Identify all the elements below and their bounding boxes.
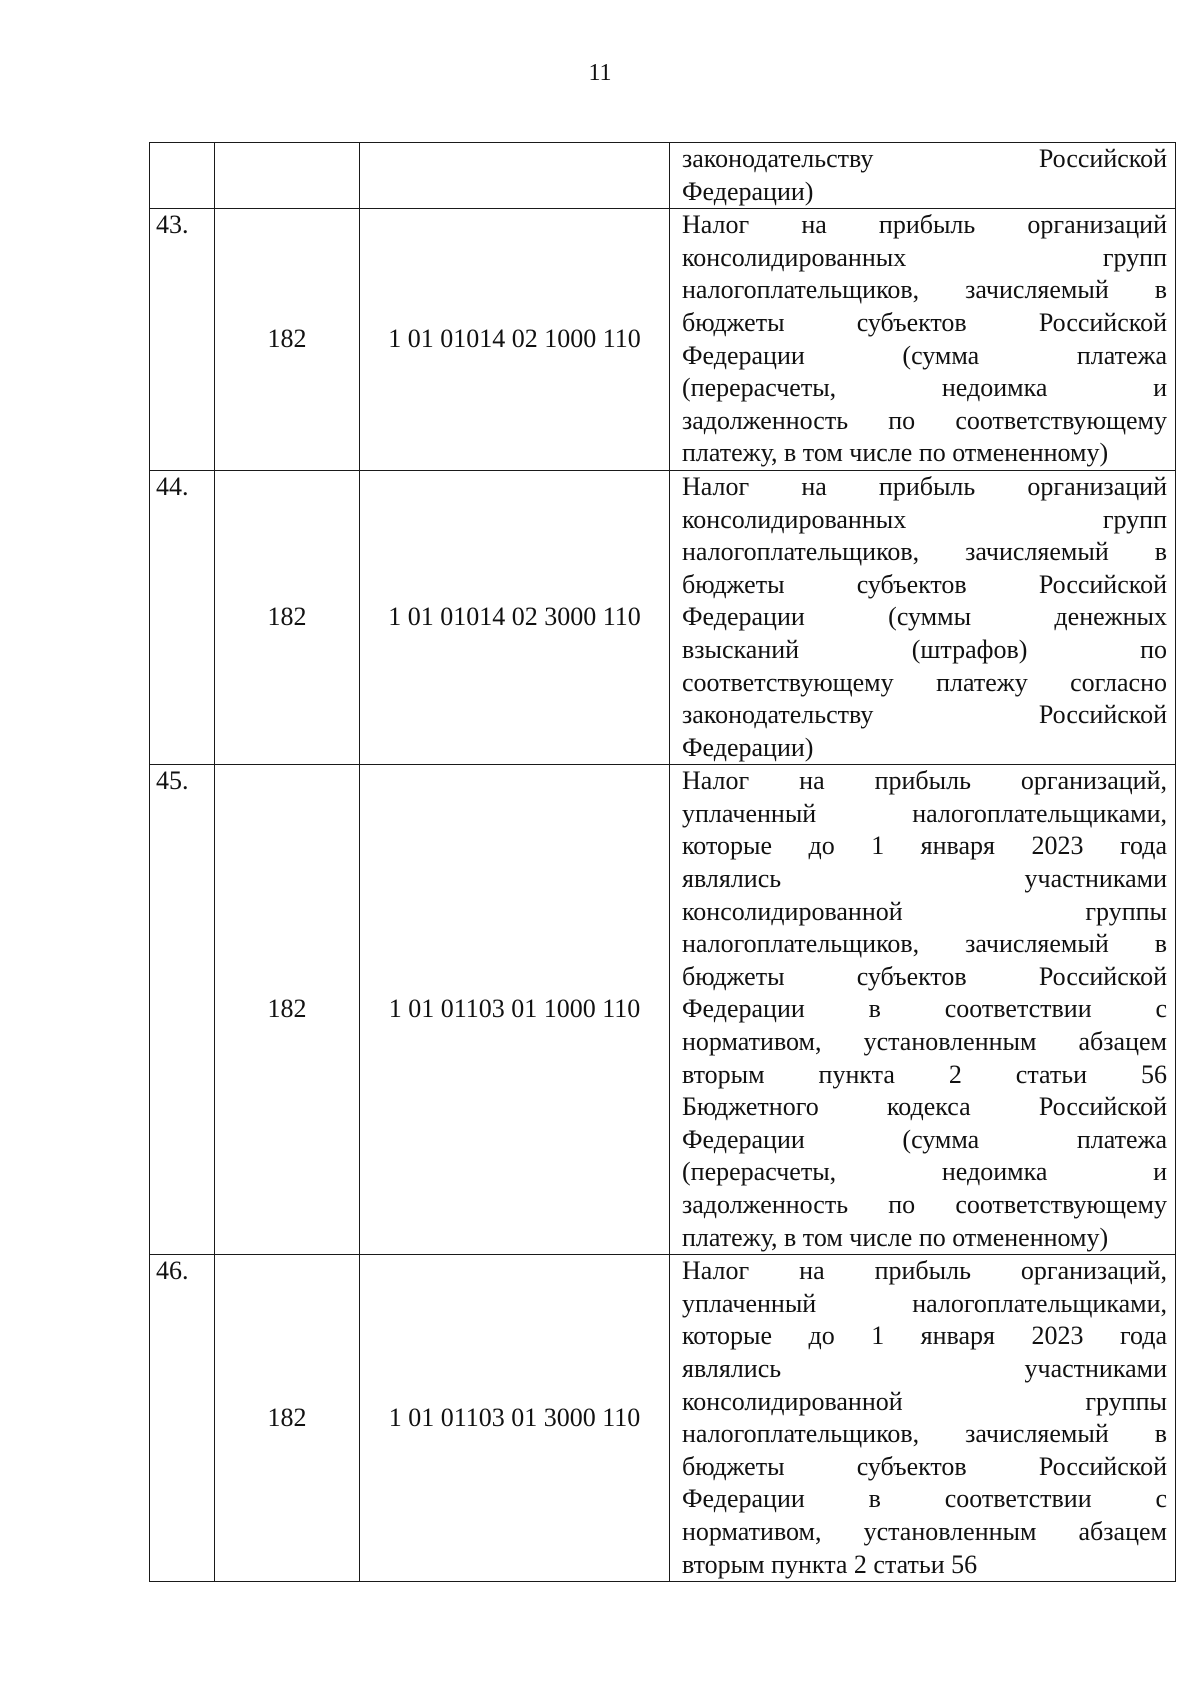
description-line: Налог на прибыль организаций bbox=[682, 210, 1167, 240]
description-line: Федерации в соответствии с bbox=[682, 994, 1167, 1024]
description-line: задолженность по соответствующему bbox=[682, 1190, 1167, 1219]
description-line: Бюджетного кодекса Российской bbox=[682, 1092, 1167, 1122]
description-line: налогоплательщиков, зачисляемый в bbox=[682, 1419, 1167, 1449]
description-line: задолженность по соответствующему bbox=[682, 405, 1167, 435]
description-line: бюджеты субъектов Российской bbox=[682, 307, 1167, 337]
administrator-code-cell bbox=[215, 143, 360, 209]
revenue-description-cell bbox=[670, 1255, 1176, 1582]
row-number-cell: 46. bbox=[150, 1255, 215, 1582]
description-line: Налог на прибыль организаций, bbox=[682, 766, 1167, 796]
description-line: консолидированной группы bbox=[682, 1386, 1167, 1416]
revenue-description-cell bbox=[670, 470, 1176, 764]
table-row bbox=[150, 470, 1176, 764]
page-number: 11 bbox=[588, 60, 612, 86]
description-line: уплаченный налогоплательщиками, bbox=[682, 1288, 1167, 1318]
description-line: соответствующему платежу согласно bbox=[682, 667, 1167, 697]
row-number-cell: 44. bbox=[150, 470, 215, 764]
description-line: являлись участниками bbox=[682, 864, 1167, 894]
description-line: (перерасчеты, недоимка и bbox=[682, 373, 1167, 403]
description-line: бюджеты субъектов Российской bbox=[682, 1451, 1167, 1481]
description-line: Федерации) bbox=[682, 732, 814, 762]
description-line: взысканий (штрафов) по bbox=[682, 634, 1167, 664]
description-line: Федерации в соответствии с bbox=[682, 1484, 1167, 1514]
description-line: бюджеты субъектов Российской bbox=[682, 569, 1167, 599]
administrator-code-cell: 182 bbox=[215, 209, 360, 471]
administrator-code-cell: 182 bbox=[215, 1255, 360, 1582]
description-line: нормативом, установленным абзацем bbox=[682, 1027, 1167, 1057]
administrator-code-cell: 182 bbox=[215, 765, 360, 1255]
table-row bbox=[150, 1255, 1176, 1582]
description-line: налогоплательщиков, зачисляемый в bbox=[682, 275, 1167, 305]
row-number-cell: 45. bbox=[150, 765, 215, 1255]
description-line: налогоплательщиков, зачисляемый в bbox=[682, 537, 1167, 567]
description-line: вторым пункта 2 статьи 56 bbox=[682, 1549, 978, 1579]
description-line: бюджеты субъектов Российской bbox=[682, 961, 1167, 991]
table-body bbox=[150, 143, 1176, 1582]
description-line: уплаченный налогоплательщиками, bbox=[682, 798, 1167, 828]
kbk-code-cell: 1 01 01014 02 1000 110 bbox=[360, 209, 670, 471]
description-line: которые до 1 января 2023 года bbox=[682, 1321, 1167, 1351]
description-line: Федерации (сумма платежа bbox=[682, 1124, 1167, 1154]
description-line: Налог на прибыль организаций, bbox=[682, 1256, 1167, 1286]
description-line: Федерации) bbox=[682, 176, 814, 206]
description-line: налогоплательщиков, зачисляемый в bbox=[682, 929, 1167, 959]
description-line: (перерасчеты, недоимка и bbox=[682, 1157, 1167, 1187]
description-line: вторым пункта 2 статьи 56 bbox=[682, 1059, 1167, 1089]
kbk-code-cell: 1 01 01014 02 3000 110 bbox=[360, 470, 670, 764]
description-line: платежу, в том числе по отмененному) bbox=[682, 438, 1109, 468]
description-line: законодательству Российской bbox=[682, 700, 1167, 730]
description-line: Федерации (сумма платежа bbox=[682, 340, 1167, 370]
description-line: Налог на прибыль организаций bbox=[682, 471, 1167, 501]
description-line: консолидированных групп bbox=[682, 504, 1167, 534]
description-line: являлись участниками bbox=[682, 1353, 1167, 1383]
table-row bbox=[150, 209, 1176, 471]
table-row bbox=[150, 765, 1176, 1255]
description-line: нормативом, установленным абзацем bbox=[682, 1516, 1167, 1546]
description-line: консолидированной группы bbox=[682, 896, 1167, 926]
description-line: платежу, в том числе по отмененному) bbox=[682, 1222, 1109, 1252]
description-line: законодательству Российской bbox=[682, 144, 1167, 173]
kbk-code-cell: 1 01 01103 01 3000 110 bbox=[360, 1255, 670, 1582]
description-line: консолидированных групп bbox=[682, 242, 1167, 272]
revenue-description-cell bbox=[670, 209, 1176, 471]
description-line: Федерации (суммы денежных bbox=[682, 602, 1167, 632]
revenue-description-cell bbox=[670, 765, 1176, 1255]
description-line: которые до 1 января 2023 года bbox=[682, 831, 1167, 861]
administrator-code-cell: 182 bbox=[215, 470, 360, 764]
kbk-code-cell bbox=[360, 143, 670, 209]
table-row bbox=[150, 143, 1176, 209]
row-number-cell bbox=[150, 143, 215, 209]
row-number-cell: 43. bbox=[150, 209, 215, 471]
revenue-description-cell bbox=[670, 143, 1176, 209]
budget-classification-table bbox=[149, 142, 1176, 1582]
kbk-code-cell: 1 01 01103 01 1000 110 bbox=[360, 765, 670, 1255]
